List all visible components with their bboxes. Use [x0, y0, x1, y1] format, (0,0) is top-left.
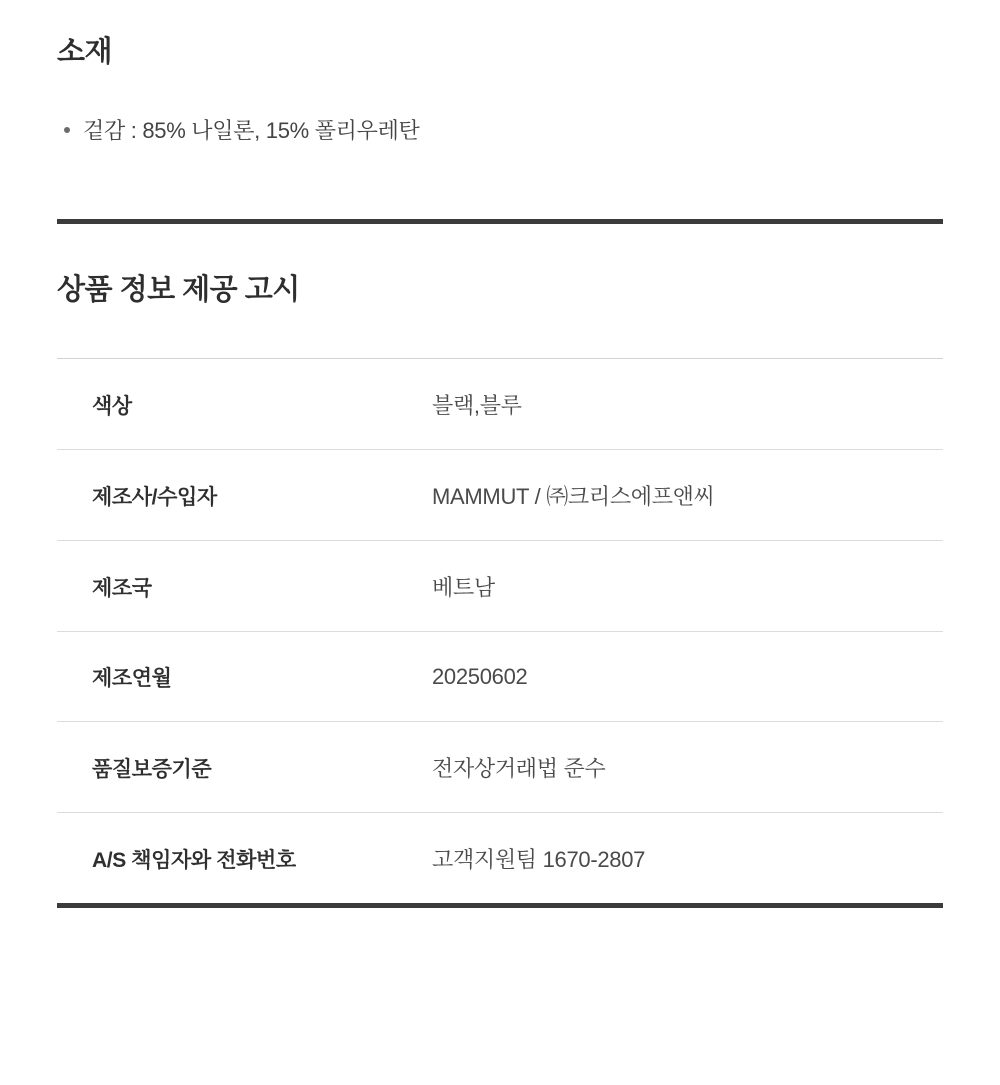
table-row — [57, 359, 943, 450]
table-row — [57, 450, 943, 541]
row-value: 20250602 — [432, 664, 528, 690]
row-label: 제조연월 — [92, 667, 172, 691]
material-item-text: 겉감 : 85% 나일론, 15% 폴리우레탄 — [83, 117, 420, 143]
row-label: 제조사/수입자 — [92, 485, 217, 509]
bullet-icon — [64, 127, 70, 133]
table-row — [57, 541, 943, 632]
row-label: A/S 책임자와 전화번호 — [92, 848, 296, 872]
row-value: MAMMUT / ㈜크리스에프앤씨 — [432, 484, 715, 510]
section-divider-bottom — [57, 903, 943, 908]
product-notice-section — [57, 224, 943, 909]
table-row — [57, 813, 943, 904]
row-value: 베트남 — [432, 575, 495, 601]
list-item — [57, 114, 943, 147]
notice-section-title: 상품 정보 제공 고시 — [57, 273, 300, 306]
row-value: 고객지원팀 1670-2807 — [432, 847, 646, 873]
table-row — [57, 632, 943, 722]
row-label: 제조국 — [92, 576, 152, 600]
row-label: 품질보증기준 — [92, 757, 212, 781]
material-section-title: 소재 — [57, 36, 113, 68]
row-label: 색상 — [92, 394, 132, 418]
row-value: 전자상거래법 준수 — [432, 756, 606, 782]
product-notice-table — [57, 358, 943, 903]
row-value: 블랙,블루 — [432, 393, 522, 419]
table-row — [57, 722, 943, 813]
material-section — [57, 0, 943, 147]
material-list — [57, 114, 943, 147]
